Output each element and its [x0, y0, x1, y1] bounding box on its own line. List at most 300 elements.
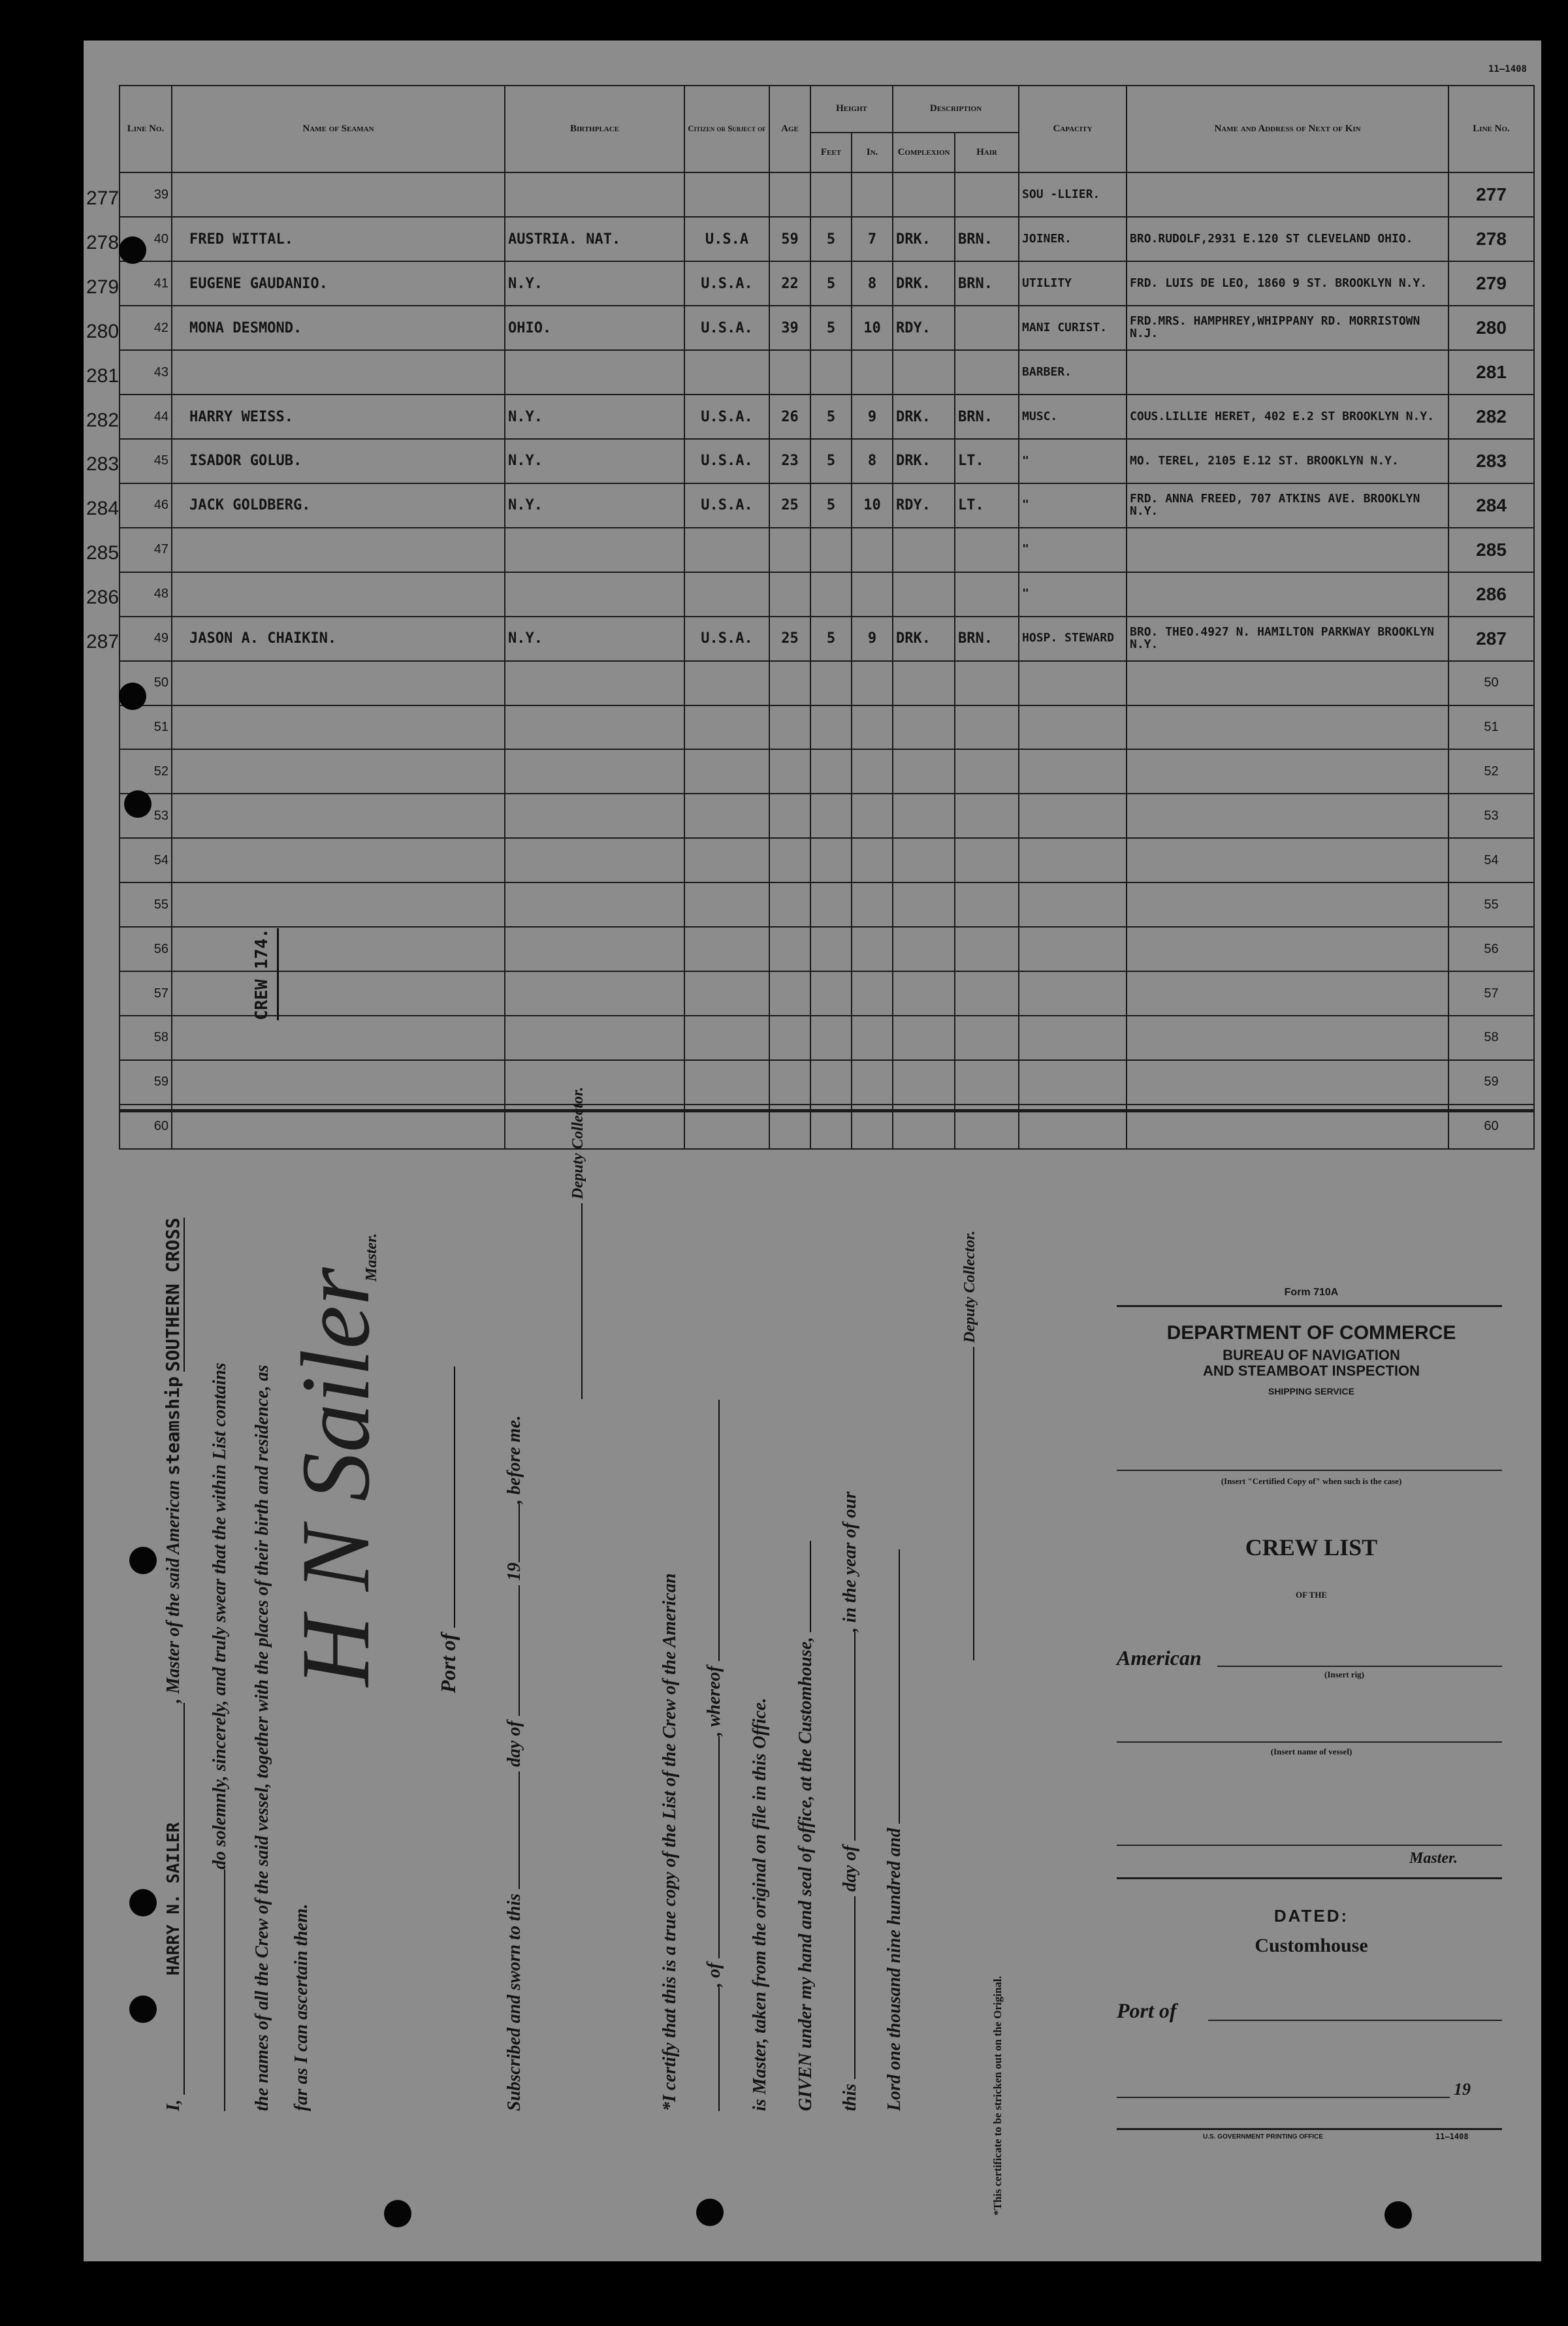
cell-inches: [852, 838, 893, 882]
cell-citizen: U.S.A.: [684, 617, 769, 661]
cell-birthplace: [505, 927, 684, 971]
cell-complexion: [893, 172, 955, 217]
cell-name: [172, 572, 505, 617]
crew-row-43: [120, 350, 1534, 395]
header-kin: Name and Address of Next of Kin: [1127, 86, 1448, 172]
cover-american: American: [1117, 1646, 1202, 1670]
cell-name: [172, 749, 505, 794]
crew-row-46: [120, 483, 1534, 528]
cell-inches: [852, 882, 893, 927]
cell-birthplace: [505, 172, 684, 217]
vessel-type: steamship: [162, 1376, 184, 1476]
cell-citizen: [684, 971, 769, 1016]
cell-citizen: [684, 838, 769, 882]
certificate-line-of: , of , whereof: [704, 1400, 725, 2111]
cell-name: FRED WITTAL.: [172, 217, 505, 261]
cell-birthplace: [505, 350, 684, 395]
crew-row-51: [120, 705, 1534, 750]
cell-capacity: SOU -LLIER.: [1019, 172, 1127, 217]
cell-feet: 5: [810, 483, 852, 528]
cell-name: JACK GOLDBERG.: [172, 483, 505, 528]
cell-citizen: U.S.A: [684, 217, 769, 261]
cell-kin: [1127, 971, 1448, 1016]
printed-line-number: 47: [153, 542, 168, 557]
line-number-right: 59: [1448, 1060, 1534, 1105]
crew-row-41: [120, 261, 1534, 306]
cell-feet: [810, 528, 852, 572]
cell-birthplace: [505, 971, 684, 1016]
cover-port-of: Port of: [1117, 1999, 1177, 2022]
cell-complexion: [893, 1016, 955, 1060]
line-number: [86, 572, 172, 617]
cell-birthplace: OHIO.: [505, 306, 684, 350]
form-reference: 11—1408: [1488, 64, 1527, 74]
cell-hair: [955, 661, 1019, 705]
cell-inches: [852, 1060, 893, 1105]
cell-hair: BRN.: [955, 395, 1019, 439]
cell-kin: [1127, 1016, 1448, 1060]
printed-line-number: 40: [153, 231, 168, 246]
oath-master-label: Master.: [363, 1233, 380, 1282]
cell-birthplace: AUSTRIA. NAT.: [505, 217, 684, 261]
cell-birthplace: [505, 1060, 684, 1105]
cell-inches: 8: [852, 261, 893, 306]
cell-feet: [810, 749, 852, 794]
printed-line-number: 46: [153, 498, 168, 513]
cell-hair: [955, 749, 1019, 794]
cover-printer: U.S. GOVERNMENT PRINTING OFFICE: [1203, 2133, 1323, 2140]
line-number-right: 282: [1448, 395, 1534, 439]
cell-complexion: [893, 838, 955, 882]
cell-hair: [955, 306, 1019, 350]
cell-kin: [1127, 350, 1448, 395]
cell-age: [769, 661, 810, 705]
line-number-right: 57: [1448, 971, 1534, 1016]
line-number-right: 54: [1448, 838, 1534, 882]
cell-kin: [1127, 1060, 1448, 1105]
cell-kin: [1127, 661, 1448, 705]
cover-title: CREW LIST: [1245, 1534, 1378, 1560]
line-number-right: 283: [1448, 439, 1534, 483]
punch-hole: [129, 1889, 157, 1916]
cell-name: JASON A. CHAIKIN.: [172, 617, 505, 661]
cell-capacity: ": [1019, 572, 1127, 617]
cell-feet: 5: [810, 439, 852, 483]
cell-birthplace: N.Y.: [505, 395, 684, 439]
cell-citizen: [684, 661, 769, 705]
cell-capacity: ": [1019, 439, 1127, 483]
header-description: Description: [893, 86, 1019, 133]
oath-line-2: do solemnly, sincerely, and truly swear that the within List contains: [210, 1363, 231, 2111]
certificate-line-3: GIVEN under my hand and seal of office, at the Customhouse,: [795, 1541, 816, 2111]
header-citizen: Citizen or Subject of: [684, 86, 769, 172]
line-number-right: 56: [1448, 927, 1534, 971]
cell-name: [172, 927, 505, 971]
cell-age: [769, 172, 810, 217]
cell-complexion: [893, 1060, 955, 1105]
crew-row-54: [120, 838, 1534, 882]
header-line-no: Line No.: [120, 86, 172, 172]
line-number-right: 55: [1448, 882, 1534, 927]
oath-line-1: I, HARRY N. SAILER, Master of the said American steamship SOUTHERN CROSS: [162, 1218, 184, 2111]
cover-service: SHIPPING SERVICE: [1268, 1386, 1354, 1397]
line-number: [86, 439, 172, 483]
cell-name: [172, 882, 505, 927]
cell-feet: [810, 1060, 852, 1105]
cell-feet: 5: [810, 261, 852, 306]
handwritten-line-number: 287: [86, 631, 120, 653]
oath-deputy-collector: Deputy Collector.: [569, 1087, 587, 1399]
oath-subscribed: Subscribed and sworn to this day of 19, before me.: [504, 1415, 524, 2111]
cell-age: [769, 927, 810, 971]
punch-hole: [129, 1547, 157, 1574]
cell-citizen: [684, 1060, 769, 1105]
cell-inches: 10: [852, 306, 893, 350]
cell-age: 25: [769, 483, 810, 528]
cover-insert-rig: (Insert rig): [1324, 1670, 1365, 1679]
cell-complexion: [893, 749, 955, 794]
cell-hair: BRN.: [955, 617, 1019, 661]
cell-capacity: BARBER.: [1019, 350, 1127, 395]
line-number: 56: [120, 927, 172, 971]
printed-line-number: 42: [153, 320, 168, 335]
cell-name: [172, 350, 505, 395]
cover-form-no: Form 710A: [1284, 1287, 1339, 1298]
line-number-right: 51: [1448, 705, 1534, 750]
line-number: [86, 261, 172, 306]
line-number-right: 52: [1448, 749, 1534, 794]
cell-feet: [810, 882, 852, 927]
cell-feet: [810, 838, 852, 882]
cover-port-line: [1208, 2020, 1502, 2021]
cell-feet: [810, 927, 852, 971]
cell-name: EUGENE GAUDANIO.: [172, 261, 505, 306]
cell-complexion: DRK.: [893, 439, 955, 483]
line-number: 54: [120, 838, 172, 882]
punch-hole: [1384, 2201, 1412, 2229]
cover-department: DEPARTMENT OF COMMERCE: [1166, 1322, 1456, 1344]
handwritten-line-number: 284: [86, 498, 120, 520]
handwritten-line-number: 280: [86, 320, 120, 342]
cell-inches: [852, 661, 893, 705]
cell-age: [769, 528, 810, 572]
line-number-right: 280: [1448, 306, 1534, 350]
cell-age: [769, 572, 810, 617]
cell-birthplace: N.Y.: [505, 617, 684, 661]
cell-hair: BRN.: [955, 261, 1019, 306]
cell-citizen: [684, 927, 769, 971]
cell-capacity: ": [1019, 483, 1127, 528]
cell-capacity: [1019, 705, 1127, 750]
cell-kin: [1127, 528, 1448, 572]
line-number-right: 285: [1448, 528, 1534, 572]
oath-line-3: the names of all the Crew of the said vessel, together with the places of their birth and residence, as: [252, 1365, 272, 2111]
cover-form-ref: 11—1408: [1435, 2132, 1469, 2141]
cell-hair: [955, 1016, 1019, 1060]
cell-citizen: U.S.A.: [684, 439, 769, 483]
cell-age: 22: [769, 261, 810, 306]
cover-year: 19: [1454, 2080, 1471, 2099]
crew-row-48: [120, 572, 1534, 617]
line-number-right: 60: [1448, 1105, 1534, 1149]
printed-line-number: 49: [153, 631, 168, 646]
line-number: [86, 306, 172, 350]
cell-capacity: [1019, 927, 1127, 971]
master-signature: H N Sailer: [281, 1267, 390, 1687]
line-number: 58: [120, 1016, 172, 1060]
cell-citizen: [684, 705, 769, 750]
cell-inches: [852, 749, 893, 794]
cell-complexion: [893, 661, 955, 705]
cell-capacity: [1019, 971, 1127, 1016]
cell-inches: 7: [852, 217, 893, 261]
cell-kin: COUS.LILLIE HERET, 402 E.2 ST BROOKLYN N.Y.: [1127, 395, 1448, 439]
header-height: Height: [810, 86, 893, 133]
cell-feet: [810, 661, 852, 705]
cell-name: [172, 705, 505, 750]
cell-kin: [1127, 172, 1448, 217]
header-complexion: Complexion: [893, 133, 955, 173]
cover-customhouse: Customhouse: [1255, 1935, 1368, 1956]
cell-kin: [1127, 705, 1448, 750]
cell-birthplace: [505, 838, 684, 882]
cell-complexion: DRK.: [893, 217, 955, 261]
printed-line-number: 45: [153, 453, 168, 468]
cell-citizen: [684, 1016, 769, 1060]
crew-total-mark: CREW 174.: [252, 928, 279, 1020]
cell-inches: [852, 172, 893, 217]
cell-hair: LT.: [955, 483, 1019, 528]
cell-age: 23: [769, 439, 810, 483]
cover-top-rule: [1117, 1305, 1502, 1307]
cell-inches: 9: [852, 617, 893, 661]
crew-row-53: [120, 794, 1534, 838]
cell-birthplace: [505, 572, 684, 617]
cell-citizen: [684, 350, 769, 395]
cell-inches: [852, 927, 893, 971]
line-number-right: 278: [1448, 217, 1534, 261]
cover-rig-line: [1217, 1666, 1502, 1667]
cell-birthplace: [505, 661, 684, 705]
cell-name: [172, 971, 505, 1016]
line-number: 53: [120, 794, 172, 838]
cell-kin: MO. TEREL, 2105 E.12 ST. BROOKLYN N.Y.: [1127, 439, 1448, 483]
line-number: [86, 172, 172, 217]
line-number-right: 53: [1448, 794, 1534, 838]
cell-complexion: [893, 794, 955, 838]
cell-citizen: U.S.A.: [684, 261, 769, 306]
cell-inches: [852, 350, 893, 395]
crew-row-49: [120, 617, 1534, 661]
printed-line-number: 48: [153, 587, 168, 602]
cover-vessel-line: [1117, 1741, 1502, 1743]
cover-date-line: [1117, 2097, 1450, 2098]
cover-bottom-rule: [1117, 2128, 1502, 2130]
printed-line-number: 39: [153, 187, 168, 202]
cell-capacity: [1019, 1016, 1127, 1060]
cell-citizen: U.S.A.: [684, 306, 769, 350]
cell-complexion: [893, 350, 955, 395]
cell-age: [769, 705, 810, 750]
cell-birthplace: [505, 705, 684, 750]
cover-certified-note: (Insert "Certified Copy of" when such is the case): [1221, 1476, 1402, 1486]
cell-inches: 9: [852, 395, 893, 439]
cell-birthplace: [505, 882, 684, 927]
printed-line-number: 43: [153, 364, 168, 380]
cell-name: [172, 661, 505, 705]
cell-age: [769, 794, 810, 838]
cell-hair: LT.: [955, 439, 1019, 483]
cell-inches: 10: [852, 483, 893, 528]
cell-complexion: [893, 528, 955, 572]
cell-complexion: [893, 882, 955, 927]
cell-hair: [955, 350, 1019, 395]
cell-hair: [955, 882, 1019, 927]
certificate-line-1: *I certify that this is a true copy of the List of the Crew of the American: [660, 1573, 680, 2111]
cover-master-line: [1117, 1845, 1502, 1846]
cell-kin: [1127, 927, 1448, 971]
line-number-right: 284: [1448, 483, 1534, 528]
cell-kin: FRD.MRS. HAMPHREY,WHIPPANY RD. MORRISTOWN N.J.: [1127, 306, 1448, 350]
cell-inches: [852, 794, 893, 838]
cell-complexion: [893, 927, 955, 971]
crew-row-44: [120, 395, 1534, 439]
cell-complexion: DRK.: [893, 395, 955, 439]
cell-hair: [955, 838, 1019, 882]
line-number: 60: [120, 1105, 172, 1149]
line-number: 50: [120, 661, 172, 705]
cell-feet: [810, 172, 852, 217]
line-number-right: 50: [1448, 661, 1534, 705]
cell-complexion: RDY.: [893, 306, 955, 350]
cell-complexion: [893, 572, 955, 617]
punch-hole: [384, 2200, 411, 2227]
crew-row-47: [120, 528, 1534, 572]
header-capacity: Capacity: [1019, 86, 1127, 172]
cover-bureau-2: AND STEAMBOAT INSPECTION: [1202, 1363, 1420, 1379]
cell-age: [769, 350, 810, 395]
table-bottom-rule: [119, 1109, 1533, 1112]
cell-name: MONA DESMOND.: [172, 306, 505, 350]
document-page: [84, 40, 1541, 2261]
line-number-right: 281: [1448, 350, 1534, 395]
cell-age: [769, 749, 810, 794]
line-number: [86, 617, 172, 661]
cell-birthplace: [505, 794, 684, 838]
crew-row-58: [120, 1016, 1534, 1060]
line-number: [86, 483, 172, 528]
line-number-right: 287: [1448, 617, 1534, 661]
punch-hole: [129, 1995, 157, 2023]
cell-feet: 5: [810, 395, 852, 439]
header-birthplace: Birthplace: [505, 86, 684, 172]
oath-port-label: Port of: [436, 1366, 460, 1693]
cell-name: [172, 172, 505, 217]
punch-hole: [119, 683, 146, 710]
cell-complexion: DRK.: [893, 617, 955, 661]
punch-hole: [124, 790, 152, 818]
cell-kin: FRD. LUIS DE LEO, 1860 9 ST. BROOKLYN N.Y.: [1127, 261, 1448, 306]
cell-complexion: DRK.: [893, 261, 955, 306]
cell-citizen: [684, 172, 769, 217]
line-number-right: 277: [1448, 172, 1534, 217]
cell-name: [172, 1016, 505, 1060]
cell-age: [769, 971, 810, 1016]
cell-birthplace: [505, 528, 684, 572]
handwritten-line-number: 279: [86, 276, 120, 298]
master-name-field: HARRY N. SAILER: [164, 1703, 185, 2095]
crew-row-57: [120, 971, 1534, 1016]
crew-rows: [86, 172, 1534, 1149]
cell-capacity: HOSP. STEWARD: [1019, 617, 1127, 661]
cell-feet: [810, 794, 852, 838]
cell-feet: 5: [810, 617, 852, 661]
cell-hair: [955, 1060, 1019, 1105]
cell-kin: [1127, 794, 1448, 838]
crew-row-40: [120, 217, 1534, 261]
cell-birthplace: N.Y.: [505, 261, 684, 306]
cell-kin: BRO. THEO.4927 N. HAMILTON PARKWAY BROOKLYN N.Y.: [1127, 617, 1448, 661]
cell-feet: [810, 572, 852, 617]
punch-hole: [119, 236, 146, 264]
cell-kin: [1127, 838, 1448, 882]
certificate-line-2: is Master, taken from the original on file in this Office.: [750, 1698, 770, 2111]
cell-citizen: U.S.A.: [684, 483, 769, 528]
certificate-line-lord: Lord one thousand nine hundred and: [884, 1549, 905, 2111]
cell-inches: [852, 705, 893, 750]
header-age: Age: [769, 86, 810, 172]
cell-feet: 5: [810, 306, 852, 350]
cell-complexion: [893, 971, 955, 1016]
line-number: 57: [120, 971, 172, 1016]
line-number: 52: [120, 749, 172, 794]
cell-feet: [810, 971, 852, 1016]
cell-complexion: [893, 705, 955, 750]
cell-hair: [955, 794, 1019, 838]
line-number: 59: [120, 1060, 172, 1105]
cell-age: 39: [769, 306, 810, 350]
cell-capacity: [1019, 838, 1127, 882]
line-number: [86, 395, 172, 439]
cell-capacity: UTILITY: [1019, 261, 1127, 306]
crew-row-52: [120, 749, 1534, 794]
cover-of-the: OF THE: [1295, 1590, 1328, 1600]
cover-dated: DATED:: [1273, 1906, 1349, 1926]
cover-mid-rule: [1117, 1877, 1502, 1879]
cell-hair: [955, 705, 1019, 750]
handwritten-line-number: 278: [86, 231, 120, 253]
cell-kin: [1127, 572, 1448, 617]
header-name: Name of Seaman: [172, 86, 505, 172]
cell-hair: [955, 172, 1019, 217]
header-feet: Feet: [810, 133, 852, 173]
line-number-right: 58: [1448, 1016, 1534, 1060]
cell-feet: [810, 350, 852, 395]
cell-citizen: [684, 528, 769, 572]
header-hair: Hair: [955, 133, 1019, 173]
cell-capacity: [1019, 794, 1127, 838]
line-number-right: 286: [1448, 572, 1534, 617]
vessel-name: SOUTHERN CROSS: [162, 1218, 184, 1372]
cell-capacity: MUSC.: [1019, 395, 1127, 439]
cell-capacity: ": [1019, 528, 1127, 572]
punch-hole: [696, 2199, 724, 2226]
cell-citizen: [684, 882, 769, 927]
crew-row-39: [120, 172, 1534, 217]
cell-inches: [852, 971, 893, 1016]
cell-birthplace: [505, 1016, 684, 1060]
cell-kin: FRD. ANNA FREED, 707 ATKINS AVE. BROOKLYN N.Y.: [1127, 483, 1448, 528]
